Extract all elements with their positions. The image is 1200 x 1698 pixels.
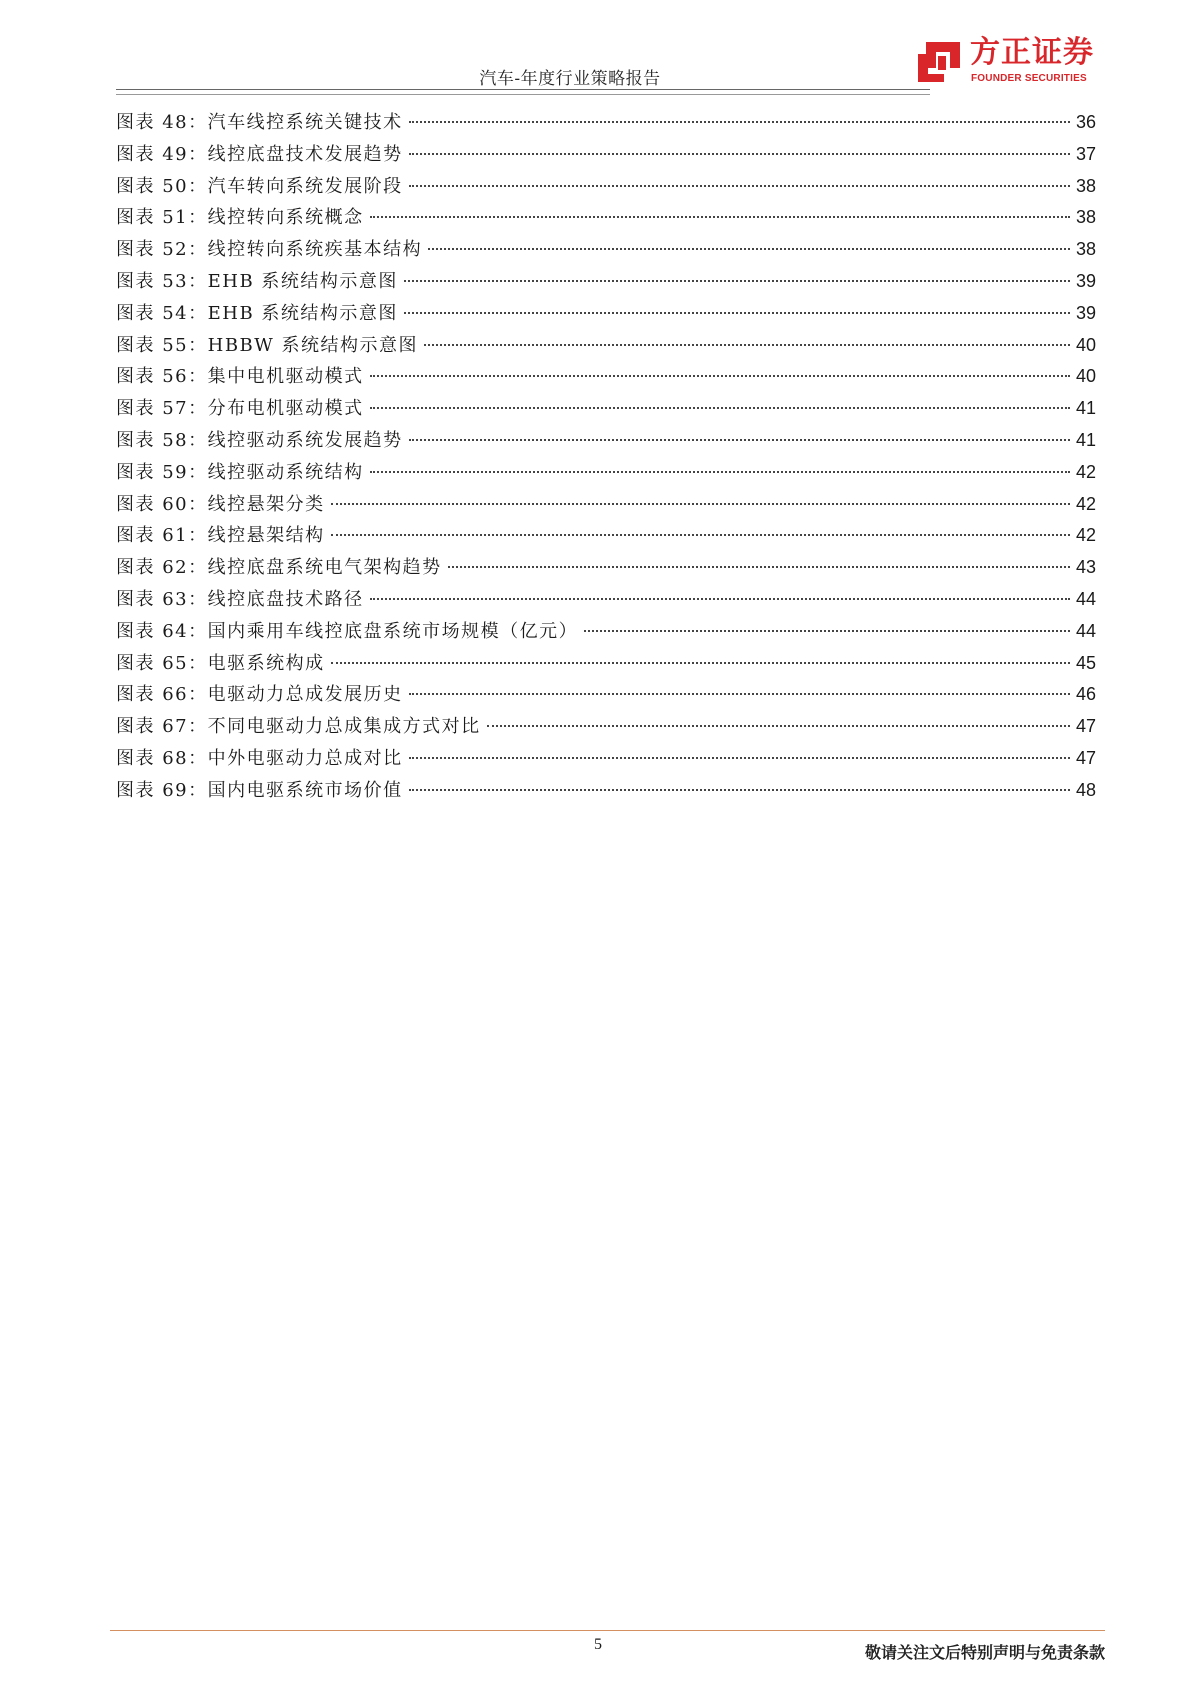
toc-entry-label: 图表 58：线控驱动系统发展趋势 bbox=[116, 429, 403, 451]
toc-entry-label: 图表 54：EHB 系统结构示意图 bbox=[116, 302, 398, 324]
founder-securities-logo bbox=[916, 30, 1101, 90]
toc-entry[interactable] bbox=[116, 457, 1096, 489]
toc-entry-page-number: 40 bbox=[1075, 334, 1096, 355]
toc-entry-page-number: 42 bbox=[1075, 525, 1096, 546]
toc-entry-page-number: 46 bbox=[1075, 684, 1096, 705]
toc-dot-leader bbox=[370, 471, 1070, 473]
toc-dot-leader bbox=[448, 566, 1070, 568]
toc-entry-label: 图表 67：不同电驱动力总成集成方式对比 bbox=[116, 716, 481, 738]
toc-entry[interactable] bbox=[116, 425, 1096, 457]
toc-entry-page-number: 48 bbox=[1075, 779, 1096, 800]
toc-entry-page-number: 44 bbox=[1075, 620, 1096, 641]
toc-entry-page-number: 37 bbox=[1075, 143, 1096, 164]
toc-entry[interactable] bbox=[116, 298, 1096, 330]
toc-entry[interactable] bbox=[116, 234, 1096, 266]
toc-entry[interactable] bbox=[116, 711, 1096, 743]
toc-dot-leader bbox=[404, 280, 1070, 282]
toc-entry[interactable] bbox=[116, 330, 1096, 362]
header-divider-secondary bbox=[116, 94, 930, 95]
toc-entry-page-number: 47 bbox=[1075, 716, 1096, 737]
toc-dot-leader bbox=[409, 757, 1070, 759]
toc-entry-label: 图表 57：分布电机驱动模式 bbox=[116, 398, 364, 420]
toc-entry-page-number: 38 bbox=[1075, 207, 1096, 228]
toc-entry-label: 图表 52：线控转向系统疾基本结构 bbox=[116, 239, 423, 261]
toc-entry-label: 图表 62：线控底盘系统电气架构趋势 bbox=[116, 557, 442, 579]
toc-dot-leader bbox=[331, 662, 1070, 664]
toc-entry-page-number: 47 bbox=[1075, 747, 1096, 768]
toc-entry-label: 图表 48：汽车线控系统关键技术 bbox=[116, 112, 403, 133]
toc-entry-label: 图表 60：线控悬架分类 bbox=[116, 493, 325, 515]
toc-dot-leader bbox=[428, 248, 1070, 250]
toc-entry[interactable] bbox=[116, 584, 1096, 616]
toc-dot-leader bbox=[584, 630, 1070, 632]
toc-entry-page-number: 38 bbox=[1075, 239, 1096, 260]
page-header bbox=[0, 0, 1200, 100]
toc-entry[interactable] bbox=[116, 552, 1096, 584]
page-number: 5 bbox=[594, 1636, 602, 1653]
toc-entry-label: 图表 63：线控底盘技术路径 bbox=[116, 588, 364, 610]
toc-entry[interactable] bbox=[116, 679, 1096, 711]
toc-dot-leader bbox=[487, 725, 1070, 727]
toc-entry[interactable] bbox=[116, 393, 1096, 425]
footer-divider bbox=[110, 1630, 1105, 1631]
toc-dot-leader bbox=[409, 693, 1070, 695]
toc-entry-page-number: 44 bbox=[1075, 588, 1096, 609]
toc-entry[interactable] bbox=[116, 648, 1096, 680]
figure-index-list bbox=[116, 107, 1096, 807]
toc-entry-page-number: 36 bbox=[1075, 112, 1096, 132]
toc-entry[interactable] bbox=[116, 139, 1096, 171]
toc-entry-page-number: 43 bbox=[1075, 557, 1096, 578]
toc-dot-leader bbox=[370, 216, 1070, 218]
toc-entry-page-number: 45 bbox=[1075, 652, 1096, 673]
toc-entry-page-number: 38 bbox=[1075, 175, 1096, 196]
toc-entry[interactable] bbox=[116, 616, 1096, 648]
toc-dot-leader bbox=[370, 598, 1070, 600]
toc-dot-leader bbox=[409, 789, 1070, 791]
toc-entry-label: 图表 61：线控悬架结构 bbox=[116, 525, 325, 547]
toc-entry-page-number: 41 bbox=[1075, 398, 1096, 419]
logo-chinese-text: 方正证券 bbox=[970, 35, 1094, 70]
toc-entry-label: 图表 65：电驱系统构成 bbox=[116, 652, 325, 674]
toc-entry-label: 图表 64：国内乘用车线控底盘系统市场规模（亿元） bbox=[116, 620, 579, 642]
logo-mark-icon bbox=[916, 38, 962, 84]
toc-entry[interactable] bbox=[116, 202, 1096, 234]
toc-entry-label: 图表 49：线控底盘技术发展趋势 bbox=[116, 143, 403, 165]
toc-entry[interactable] bbox=[116, 107, 1096, 139]
toc-dot-leader bbox=[331, 534, 1070, 536]
toc-entry-label: 图表 69：国内电驱系统市场价值 bbox=[116, 779, 403, 801]
toc-dot-leader bbox=[409, 185, 1070, 187]
header-divider bbox=[116, 89, 930, 90]
toc-entry-page-number: 39 bbox=[1075, 270, 1096, 291]
toc-entry-label: 图表 53：EHB 系统结构示意图 bbox=[116, 270, 398, 292]
toc-dot-leader bbox=[409, 121, 1070, 123]
toc-entry[interactable] bbox=[116, 266, 1096, 298]
toc-dot-leader bbox=[331, 503, 1070, 505]
toc-dot-leader bbox=[370, 407, 1070, 409]
toc-entry-page-number: 39 bbox=[1075, 302, 1096, 323]
toc-entry-page-number: 42 bbox=[1075, 461, 1096, 482]
report-title: 汽车-年度行业策略报告 bbox=[479, 69, 661, 89]
toc-entry[interactable] bbox=[116, 489, 1096, 521]
toc-entry-label: 图表 55：HBBW 系统结构示意图 bbox=[116, 334, 418, 356]
toc-dot-leader bbox=[404, 312, 1070, 314]
toc-dot-leader bbox=[370, 375, 1070, 377]
toc-entry-page-number: 41 bbox=[1075, 429, 1096, 450]
toc-entry-label: 图表 68：中外电驱动力总成对比 bbox=[116, 747, 403, 769]
toc-entry-label: 图表 56：集中电机驱动模式 bbox=[116, 366, 364, 388]
toc-entry[interactable] bbox=[116, 361, 1096, 393]
logo-english-text: FOUNDER SECURITIES bbox=[971, 73, 1087, 84]
toc-entry-label: 图表 51：线控转向系统概念 bbox=[116, 207, 364, 229]
toc-entry-label: 图表 50：汽车转向系统发展阶段 bbox=[116, 175, 403, 197]
toc-entry[interactable] bbox=[116, 775, 1096, 807]
toc-entry-label: 图表 59：线控驱动系统结构 bbox=[116, 461, 364, 483]
toc-entry[interactable] bbox=[116, 171, 1096, 203]
disclaimer-notice: 敬请关注文后特别声明与免责条款 bbox=[864, 1643, 1105, 1662]
toc-dot-leader bbox=[409, 439, 1070, 441]
toc-dot-leader bbox=[424, 344, 1070, 346]
toc-entry-label: 图表 66：电驱动力总成发展历史 bbox=[116, 684, 403, 706]
toc-entry[interactable] bbox=[116, 520, 1096, 552]
toc-entry[interactable] bbox=[116, 743, 1096, 775]
toc-dot-leader bbox=[409, 153, 1070, 155]
toc-entry-page-number: 40 bbox=[1075, 366, 1096, 387]
toc-entry-page-number: 42 bbox=[1075, 493, 1096, 514]
